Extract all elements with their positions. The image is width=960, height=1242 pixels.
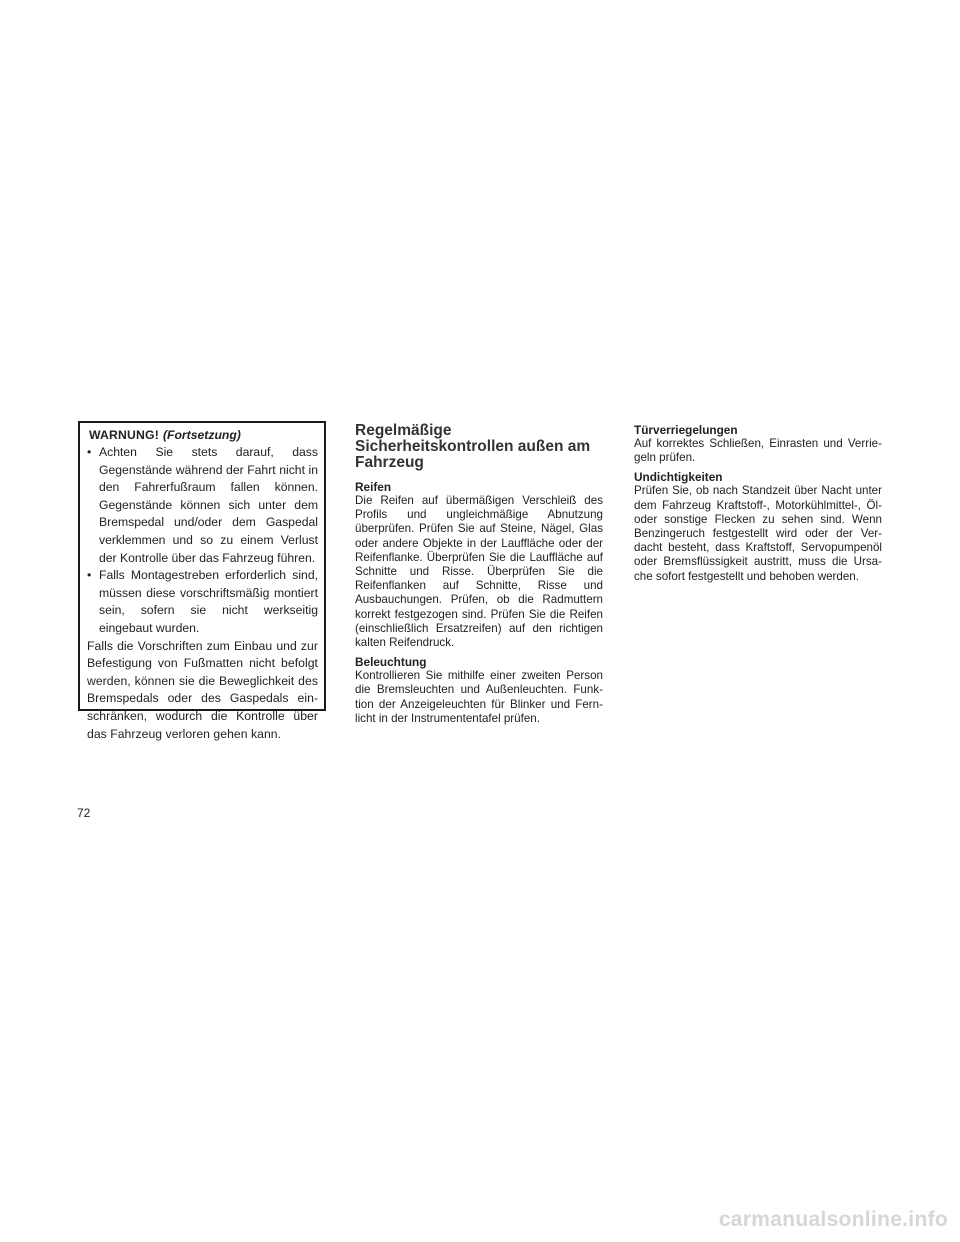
subheading-beleuchtung: Beleuchtung [355,655,427,670]
warning-heading [87,428,318,443]
warning-bullet-list [87,444,318,638]
middle-column [355,423,603,731]
warning-paragraph: Falls die Vorschriften zum Einbau und zur Befestigung von Fußmatten nicht befolgt werden, können sie die Beweglichkeit des Bremspedals oder des Gaspedals einschränken, wodurch die Kontrolle über das Fahrzeug verloren gehen kann. [87,638,318,741]
paragraph-undichtigkeiten: Prüfen Sie, ob nach Standzeit über Nacht unter dem Fahrzeug Kraftstoff-, Motorkühlmittel-, Öl- oder sonstige Flecken zu sehen sind. Wenn Benzingeruch festgestellt wird oder der Verdacht besteht, dass Kraftstoff, Servopumpenöl oder Bremsflüssigkeit austritt, muss die Ursache sofort festgestellt und behoben werden. [634,484,882,583]
warning-bullet [87,567,318,637]
section-title: Regelmäßige Sicherheitskontrollen außen am Fahrzeug [355,422,591,471]
page-number: 72 [77,806,91,820]
warning-label: WARNUNG! [89,428,159,442]
right-column [634,423,882,589]
subheading-tuerverriegelungen: Türverriegelungen [634,423,738,437]
paragraph-beleuchtung: Kontrollieren Sie mithilfe einer zweiten Person die Bremsleuchten und Außenleuchten. Funktion der Anzeigeleuchten für Blinker und Fernlicht in der Instrumententafel prüfen. [355,669,603,725]
warning-bullet [87,444,318,567]
warning-subtitle: (Fortsetzung) [162,428,241,442]
warning-box [78,421,326,741]
subheading-reifen: Reifen [355,480,392,494]
warning-bullet-text: Falls Montagestreben erforderlich sind, müssen diese vorschriftsmäßig montiert sein, sofern sie nicht werkseitig eingebaut wurden. [99,568,318,635]
watermark: carmanualsonline.info [718,1208,948,1231]
subheading-undichtigkeiten: Undichtigkeiten [634,470,723,485]
warning-bullet-text: Achten Sie stets darauf, dass Gegenstände während der Fahrt nicht in den Fahrerfußraum fallen können. Gegenstände können sich unter dem Bremspedal und/oder dem Gaspedal verklemmen und so zu einem Verlust der Kontrolle über das Fahrzeug führen. [99,445,318,565]
paragraph-tuerverriegelungen: Auf korrektes Schließen, Einrasten und Verriegeln prüfen. [634,437,882,465]
bullet-icon: • [87,568,92,583]
paragraph-reifen: Die Reifen auf übermäßigen Verschleiß des Profils und ungleichmäßige Abnutzung überprüfen. Prüfen Sie auf Steine, Nägel, Glas oder andere Objekte in der Lauffläche oder der Reifenflanke. Überprüfen Sie die Lauffläche auf Schnitte und Risse. Überprüfen Sie die Reifenflanken auf Schnitte, Risse und Ausbauchungen. Prüfen, ob die Radmuttern korrekt festgezogen sind. Prüfen Sie die Reifen (einschließlich Ersatzreifen) auf den richtigen kalten Reifendruck. [355,494,603,650]
bullet-icon: • [87,445,92,459]
